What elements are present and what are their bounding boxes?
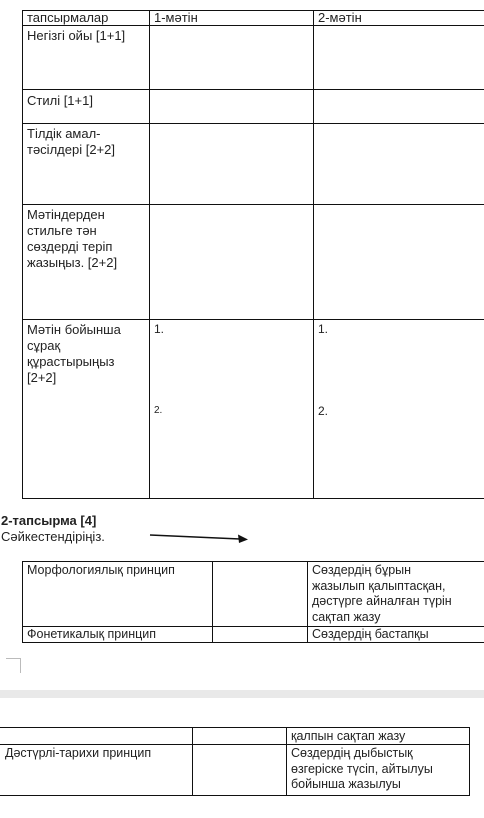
table-border (22, 561, 23, 643)
table-border (22, 319, 484, 320)
answer-1-text1: 1. (154, 322, 165, 336)
table-border (469, 727, 470, 796)
table-border (22, 204, 484, 205)
definition-original-start: Сөздердің бастапқы (312, 627, 429, 641)
table-border (212, 561, 213, 643)
principle-phonetic: Фонетикалық принцип (27, 627, 157, 641)
answer-1-text2: 1. (318, 322, 329, 336)
row-label-main-idea: Негізгі ойы [1+1] (27, 28, 126, 43)
row-label-questions: Мәтін бойынша сұрақ құрастырыңыз [2+2] (27, 322, 121, 385)
table-border (22, 89, 484, 90)
row-label-style: Стилі [1+1] (27, 93, 93, 108)
table-border (313, 10, 314, 499)
table-border (0, 727, 469, 728)
header-text-1: 1-мәтін (154, 10, 198, 25)
definition-phonetic-change: Сөздердің дыбыстық өзгеріске түсіп, айтылуы бойынша жазылуы (291, 746, 433, 791)
arrow-icon (148, 530, 252, 544)
answer-2-text2: 2. (318, 404, 329, 418)
table-border (22, 10, 23, 499)
page-separator (0, 690, 484, 698)
table-border (149, 10, 150, 499)
header-tasks: тапсырмалар (27, 10, 109, 25)
principle-traditional-historical: Дәстүрлі-тарихи принцип (5, 746, 152, 760)
row-label-style-words: Мәтіндерден стильге тән сөздерді теріп жазыңыз. [2+2] (27, 207, 118, 270)
task2-instruction: Сәйкестендіріңіз. (1, 529, 105, 544)
definition-original-end: қалпын сақтап жазу (291, 729, 406, 743)
definition-traditional-form: Сөздердің бұрын жазылып қалыптасқан, дәстүрге айналған түрін сақтап жазу (312, 563, 452, 624)
table-border (22, 498, 484, 499)
table-border (22, 561, 484, 562)
page-corner-mark (6, 658, 21, 673)
table-border (0, 795, 469, 796)
principle-morphological: Морфологиялық принцип (27, 563, 175, 577)
task2-title: 2-тапсырма [4] (1, 513, 97, 528)
table-border (286, 727, 287, 796)
row-label-language-means: Тілдік амал- тәсілдері [2+2] (27, 126, 115, 157)
answer-2-text1: 2. (154, 405, 163, 416)
table-border (307, 561, 308, 643)
table-border (192, 727, 193, 796)
table-border (22, 123, 484, 124)
header-text-2: 2-мәтін (318, 10, 362, 25)
